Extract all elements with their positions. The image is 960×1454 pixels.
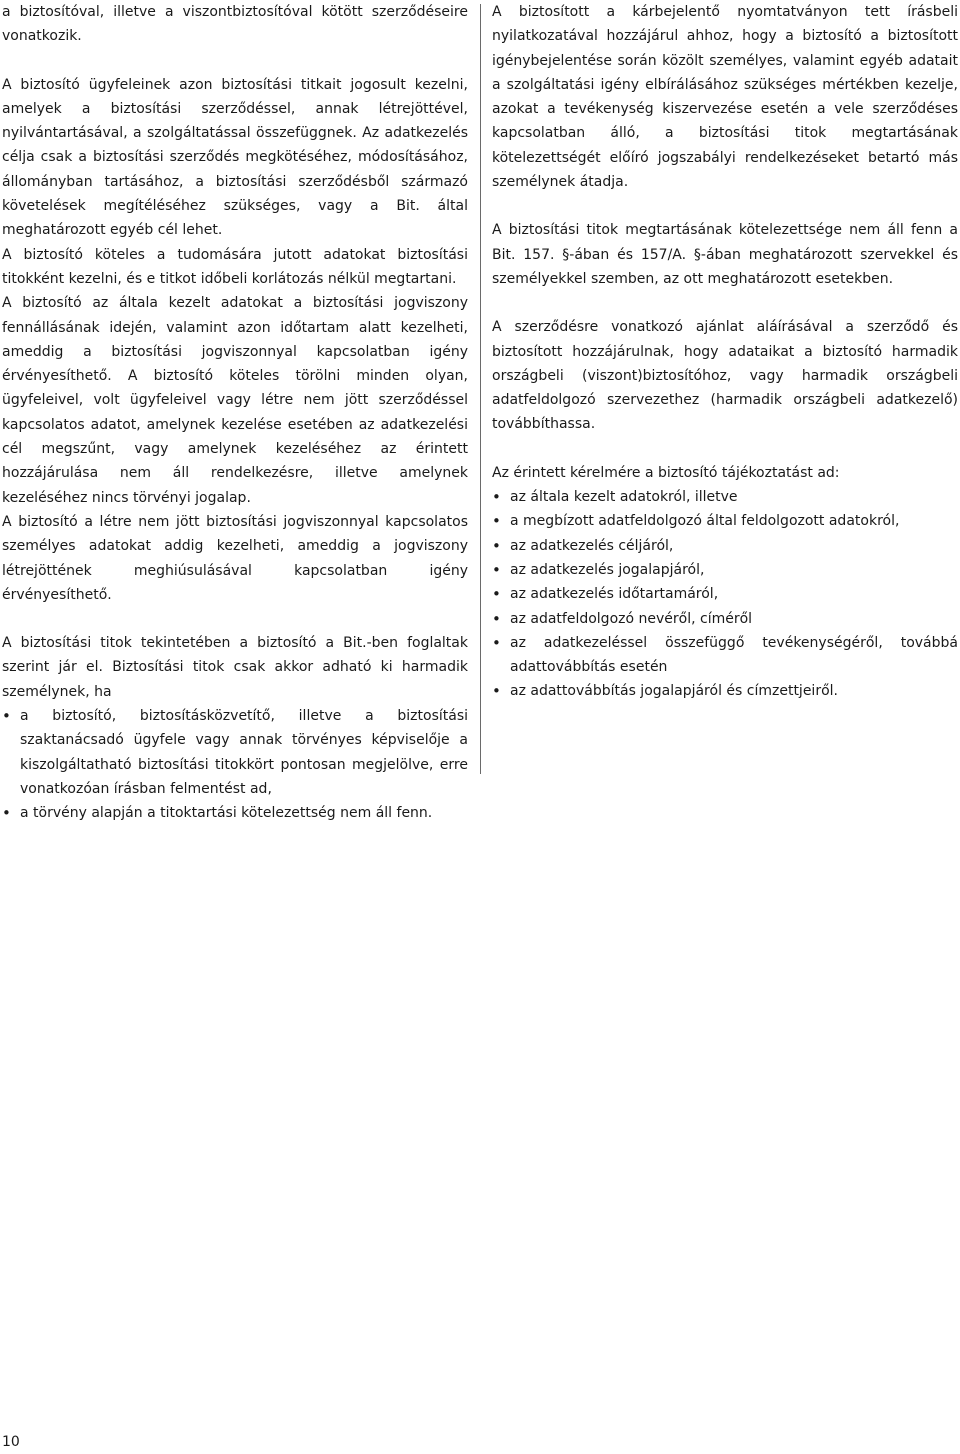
page-number: 10 bbox=[2, 1434, 20, 1450]
list-item: • a törvény alapján a titoktartási kötelezettség nem áll fenn. bbox=[2, 801, 468, 825]
paragraph: A biztosított a kárbejelentő nyomtatványon tett írásbeli nyilatkozatával hozzájárul ahhoz, hogy a biztosító a biztosított igénybejelentése során közölt személyes, valamint egyéb adatait a szolgáltatási igény elbírálásához szükséges mértékben kezelje, azokat a tevékenység kiszervezése esetén a vele szerződéses kapcsolatban álló, a biztosítási titok megtartásának kötelezettségét előíró jogszabályi rendelkezéseket betartó más személynek átadja. bbox=[492, 4, 958, 191]
column-divider bbox=[480, 4, 481, 774]
paragraph: A biztosító ügyfeleinek azon biztosítási titkait jogosult kezelni, amelyek a biztosítási szerződéssel, annak létrejöttével, nyilvántartásával, a szolgáltatással összefüggnek. Az adatkezelés célja csak a biztosítási szerződés megkötéséhez, módosításához, állományban tartásához, a biztosítási szerződésből származó követelések megítéléséhez szükséges, vagy a Bit. által meghatározott egyéb cél lehet. bbox=[2, 76, 468, 239]
list-item: • az adatkezeléssel összefüggő tevékenységéről, továbbá adattovábbítás esetén bbox=[492, 631, 958, 680]
bullet-list bbox=[492, 485, 958, 704]
left-column bbox=[2, 0, 468, 826]
paragraph: A biztosítási titok tekintetében a biztosító a Bit.-ben foglaltak szerint jár el. Biztosítási titok csak akkor adható ki harmadik személynek, ha bbox=[2, 635, 468, 700]
list-item: • az adattovábbítás jogalapjáról és címzettjeiről. bbox=[492, 679, 958, 703]
paragraph: a biztosítóval, illetve a viszontbiztosítóval kötött szerződéseire vonatkozik. bbox=[2, 4, 468, 45]
list-item: • az adatkezelés időtartamáról, bbox=[492, 582, 958, 606]
paragraph: Az érintett kérelmére a biztosító tájékoztatást ad: bbox=[492, 464, 840, 481]
list-item: • az adatfeldolgozó nevéről, címéről bbox=[492, 607, 958, 631]
paragraph: A biztosító köteles a tudomására jutott adatokat biztosítási titokként kezelni, és e titkot időbeli korlátozás nélkül megtartani. bbox=[2, 246, 468, 287]
paragraph: A szerződésre vonatkozó ajánlat aláírásával a szerződő és biztosított hozzájárulnak, hogy adataikat a biztosító harmadik országbeli (viszont)biztosítóhoz, vagy harmadik országbeli adatfeldolgozó szervezethez (harmadik országbeli adatkezelő) továbbíthassa. bbox=[492, 319, 958, 433]
list-item: • az általa kezelt adatokról, illetve bbox=[492, 485, 958, 509]
paragraph: A biztosítási titok megtartásának kötelezettsége nem áll fenn a Bit. 157. §-ában és 157/A. §-ában meghatározott szervekkel és személyekkel szemben, az ott meghatározott esetekben. bbox=[492, 222, 958, 287]
paragraph: A biztosító az általa kezelt adatokat a biztosítási jogviszony fennállásának idején, valamint azon időtartam alatt kezelheti, ameddig a biztosítási jogviszonnyal kapcsolatban igény érvényesíthető. A biztosító köteles törölni minden olyan, ügyfeleivel, volt ügyfeleivel vagy létre nem jött szerződéssel kapcsolatos adatot, amelynek kezelése esetében az adatkezelési cél megszűnt, vagy amelynek kezeléséhez az érintett hozzájárulása nem áll rendelkezésre, illetve amelynek kezeléséhez nincs törvényi jogalap. bbox=[2, 295, 468, 506]
right-column bbox=[492, 0, 958, 704]
list-item: • az adatkezelés céljáról, bbox=[492, 534, 958, 558]
list-item: • a biztosító, biztosításközvetítő, illetve a biztosítási szaktanácsadó ügyfele vagy annak törvényes képviselője a kiszolgáltatható biztosítási titokkört pontosan megjelölve, erre vonatkozóan írásban felmentést ad, bbox=[2, 704, 468, 801]
paragraph: A biztosító a létre nem jött biztosítási jogviszonnyal kapcsolatos személyes adatokat addig kezelheti, ameddig a jogviszony létrejöttének meghiúsulásával kapcsolatban igény érvényesíthető. bbox=[2, 513, 468, 603]
list-item: • az adatkezelés jogalapjáról, bbox=[492, 558, 958, 582]
bullet-list bbox=[2, 704, 468, 825]
list-item: • a megbízott adatfeldolgozó által feldolgozott adatokról, bbox=[492, 509, 958, 533]
